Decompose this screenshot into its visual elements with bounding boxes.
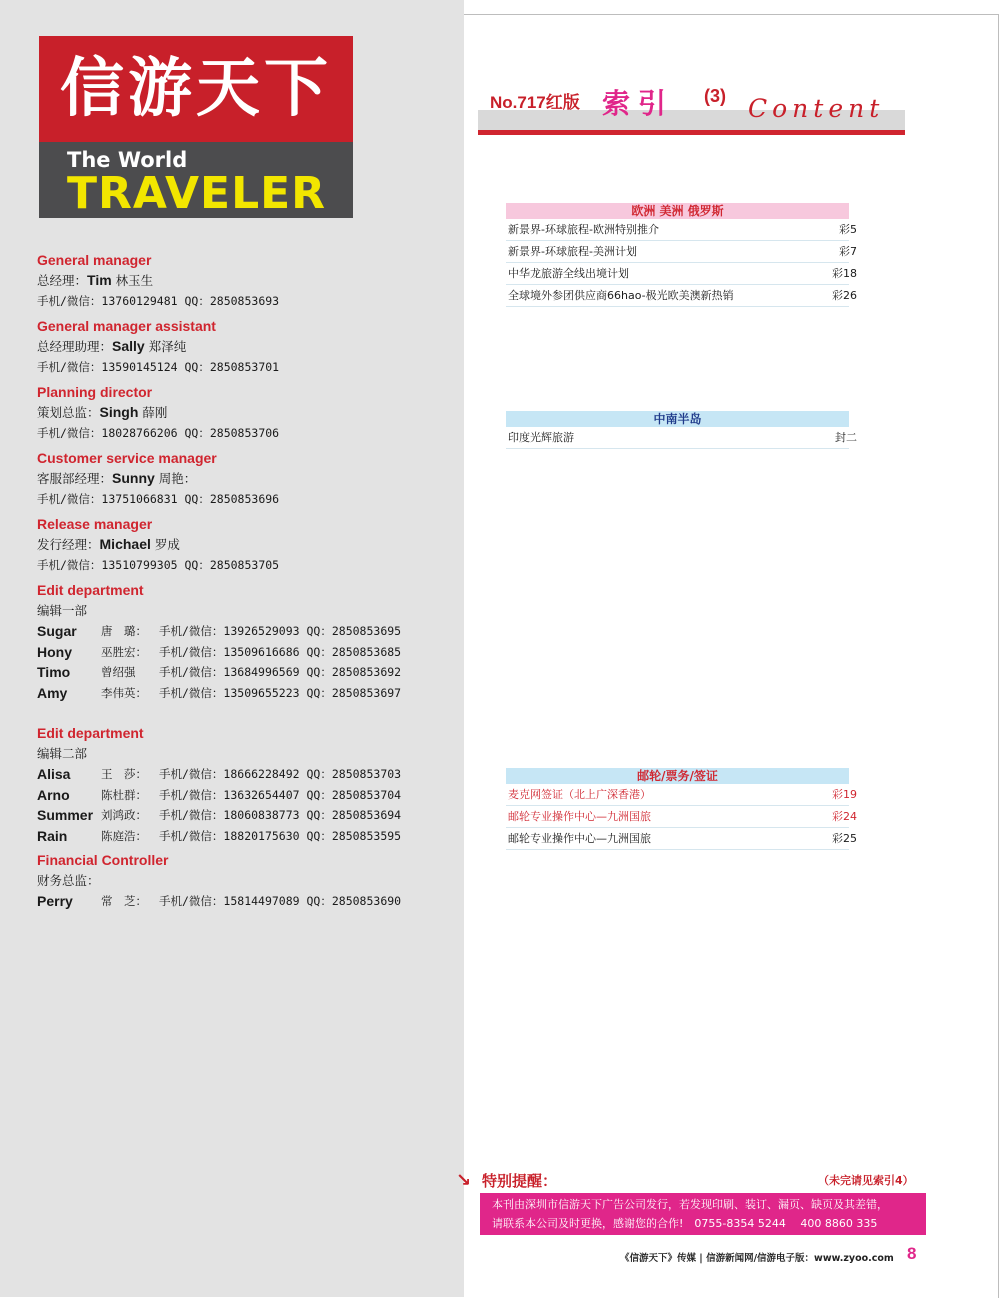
row-name: 中华龙旅游全线出境计划 [508,267,629,280]
row-page: 封二 [835,431,857,444]
person-name-en: Sunny [112,470,155,486]
role-title: Edit department [37,725,144,741]
staff-entry [37,448,457,510]
member-name-en: Summer [37,807,94,823]
notice-line-1: 本刊由深圳市信游天下广告公司发行，若发现印刷、装订、漏页、缺页及其差错， [492,1198,888,1211]
notice-title: 特别提醒： [482,1172,558,1190]
logo-en-line2: TRAVELER [67,168,327,219]
person-name-en: Tim [87,272,112,288]
role-title: Release manager [37,516,153,532]
content-script: Content [748,94,885,123]
index-row[interactable] [506,263,857,285]
role-person [37,402,457,423]
role-person [37,468,457,489]
member-contact: 手机/微信：13509616686 QQ：2850853685 [159,644,402,659]
role-title: Edit department [37,582,144,598]
index-header [478,84,905,138]
role-label: 总经理助理： [37,339,113,354]
member-contact: 手机/微信：13632654407 QQ：2850853704 [159,787,402,802]
index-row[interactable] [506,241,857,263]
member-contact: 手机/微信：18666228492 QQ：2850853703 [159,767,402,781]
index-section [506,203,857,307]
spacer [37,703,457,719]
member-name-cn: 陈杜群： [101,787,147,802]
member-name-en: Alisa [37,766,71,782]
member-name-cn: 曾绍强 [101,665,136,679]
person-name-cn: 林玉生 [115,273,154,288]
member-name-en: Hony [37,643,72,660]
role-label: 发行经理： [37,537,100,552]
member-row [37,891,457,912]
member-name-cn: 唐 璐： [101,624,147,638]
row-page: 彩5 [839,223,857,236]
role-label: 策划总监： [37,405,100,420]
financial-controller [37,850,457,912]
role-title: Customer service manager [37,450,217,466]
member-name-en: Arno [37,786,70,803]
member-contact: 手机/微信：18820175630 QQ：2850853595 [159,828,402,843]
index-row[interactable] [506,828,857,850]
logo [39,36,353,218]
member-row [37,683,457,704]
person-name-cn: 周艳： [158,471,197,486]
role-label: 总经理： [37,273,88,288]
edit-department-1 [37,580,457,703]
member-contact: 手机/微信：18060838773 QQ：2850853694 [159,808,402,822]
person-name-en: Sally [112,338,145,354]
row-page: 彩19 [832,788,857,801]
member-name-en: Timo [37,664,71,680]
member-row [37,764,457,785]
member-name-en: Sugar [37,623,77,639]
footer-text: 《信游天下》传媒 | 信游新闻网/信游电子版：www.zyoo.com [620,1253,894,1264]
person-name-en: Singh [99,404,139,420]
row-name: 邮轮专业操作中心—九洲国旅 [508,832,651,845]
staff-entry [37,316,457,378]
member-name-cn: 陈庭浩： [101,828,147,843]
row-name: 麦克网签证（北上广深香港） [508,788,651,801]
notice-box [480,1193,926,1235]
index-row[interactable] [506,285,857,307]
row-name: 全球境外参团供应商66hao-极光欧美澳新热销 [508,289,734,302]
role-person [37,534,457,555]
member-name-cn: 巫胜宏： [101,644,147,659]
contact-info: 手机/微信：13590145124 QQ：2850853701 [37,360,280,374]
department-sub: 编辑二部 [37,746,88,761]
person-name-cn: 罗成 [154,537,180,552]
row-name: 邮轮专业操作中心—九洲国旅 [508,810,651,823]
role-label: 客服部经理： [37,471,113,486]
member-name-cn: 常 芝： [101,894,147,908]
row-name: 印度光辉旅游 [508,431,574,444]
member-name-cn: 王 莎： [101,767,147,781]
member-row [37,785,457,806]
arrow-icon: ↘ [456,1170,472,1191]
staff-list [37,246,457,912]
contact-info: 手机/微信：13751066831 QQ：2850853696 [37,492,280,506]
role-title: General manager [37,252,152,268]
staff-entry [37,382,457,444]
member-contact: 手机/微信：15814497089 QQ：2850853690 [159,894,402,908]
role-title: General manager assistant [37,318,216,334]
member-name-en: Perry [37,893,73,909]
row-name: 新景界-环球旅程-欧洲特别推介 [508,223,659,236]
member-row [37,805,457,826]
role-title: Planning director [37,384,153,400]
index-row[interactable] [506,784,857,806]
contact-info: 手机/微信：13760129481 QQ：2850853693 [37,294,280,308]
member-name-en: Amy [37,684,68,701]
role-person [37,336,457,357]
row-page: 彩25 [832,832,857,845]
person-name-cn: 薛刚 [142,405,168,420]
role-person [37,270,457,291]
member-contact: 手机/微信：13926529093 QQ：2850853695 [159,624,402,638]
member-contact: 手机/微信：13509655223 QQ：2850853697 [159,685,402,700]
index-section [506,411,857,449]
index-row[interactable] [506,427,857,449]
member-name-en: Rain [37,827,68,844]
index-section [506,768,857,850]
row-page: 彩18 [832,267,857,280]
member-contact: 手机/微信：13684996569 QQ：2850853692 [159,665,402,679]
member-row [37,642,457,663]
department-sub: 财务总监： [37,873,100,888]
member-row [37,662,457,683]
section-title: 中南半岛 [506,411,849,427]
row-page: 彩7 [839,245,857,258]
staff-entry [37,514,457,576]
contact-info: 手机/微信：13510799305 QQ：2850853705 [37,558,280,572]
page-number: 8 [907,1244,917,1263]
department-sub: 编辑一部 [37,603,88,618]
member-row [37,826,457,847]
role-title: Financial Controller [37,852,169,868]
member-name-cn: 刘鸿政： [101,808,147,822]
row-name: 新景界-环球旅程-美洲计划 [508,245,637,258]
index-row[interactable] [506,806,857,828]
edit-department-2 [37,723,457,846]
row-page: 彩24 [832,810,857,823]
section-title: 邮轮/票务/签证 [506,768,849,784]
contact-info: 手机/微信：18028766206 QQ：2850853706 [37,426,280,440]
index-row[interactable] [506,219,857,241]
member-name-cn: 李伟英： [101,685,147,700]
logo-en-line1: The World [67,148,188,172]
row-page: 彩26 [832,289,857,302]
index-part: (3) [704,86,726,106]
issue-number: No.717红版 [490,93,580,112]
logo-cn: 信游天下 [39,36,353,142]
member-row [37,621,457,642]
section-title: 欧洲 美洲 俄罗斯 [506,203,849,219]
notice-line-2: 请联系本公司及时更换，感谢您的合作! 0755-8354 5244 400 8860 335 [492,1217,878,1230]
person-name-en: Michael [99,536,151,552]
notice-more: （未完请见索引4） [818,1174,914,1187]
staff-entry [37,250,457,312]
logo-en-block [39,142,353,218]
header-red-bar [478,130,905,135]
index-title: 索引 [602,87,675,120]
person-name-cn: 郑泽纯 [148,339,187,354]
